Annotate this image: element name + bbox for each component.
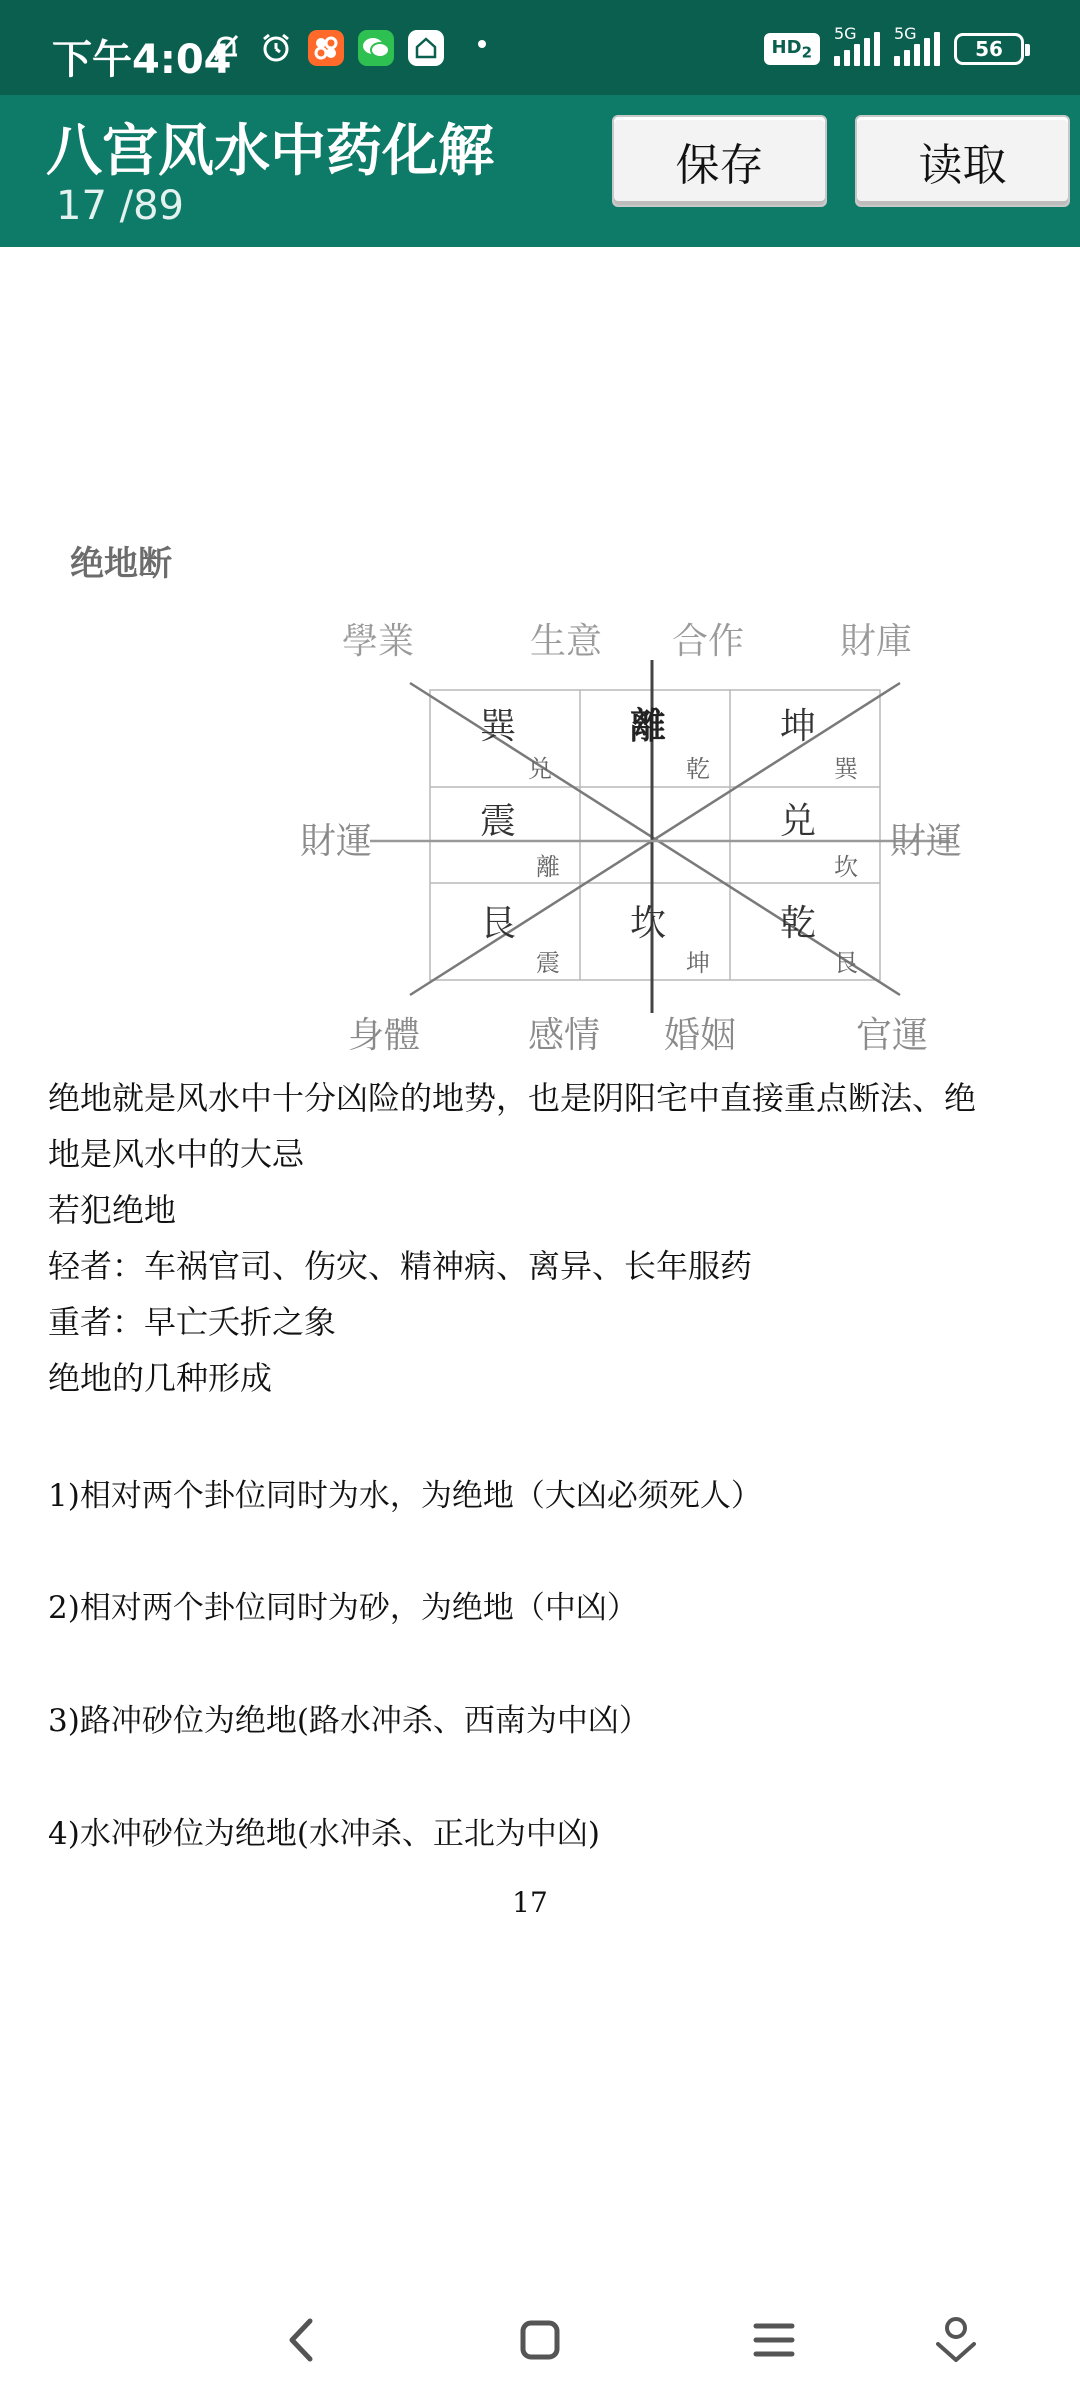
diagram-cell-trigram: 兑 [528,755,552,783]
paragraph-line: 若犯绝地 [48,1191,177,1229]
home-app-icon [408,30,444,66]
section-label: 绝地断 [70,544,172,584]
menu-icon[interactable] [744,2310,804,2370]
page-number: 17 [512,1886,548,1919]
diagram-cell-trigram: 震 [536,949,560,977]
hd-voice-badge: $HD_2$ [764,33,820,66]
diagram-cell-trigram: 震 [480,801,517,842]
diagram-cell-trigram: 乾 [780,903,817,944]
diagram-side-label-right: 財運 [890,821,963,862]
alarm-icon [258,30,294,66]
diagram-bottom-label: 婚姻 [664,1015,737,1056]
bagua-diagram [300,605,1020,1065]
numbered-item: 1)相对两个卦位同时为水，为绝地（大凶必须死人） [48,1478,762,1514]
navigation-bar [0,2290,1080,2400]
home-icon[interactable] [510,2310,570,2370]
bell-muted-icon [208,30,244,66]
diagram-cell-trigram: 艮 [834,949,858,977]
app-title: 八宫风水中药化解 [46,119,494,184]
wechat-icon [358,30,394,66]
diagram-top-label: 生意 [530,621,603,662]
app-bar [0,95,1080,247]
save-button[interactable]: 保存 [612,115,827,207]
diagram-top-label: 財庫 [840,621,913,662]
intro-paragraph [48,1070,1038,1406]
load-button[interactable]: 读取 [855,115,1070,207]
paragraph-line: 重者：早亡夭折之象 [48,1303,337,1341]
paragraph-line: 绝地就是风水中十分凶险的地势，也是阴阳宅中直接重点断法、绝 [48,1079,977,1117]
diagram-bottom-label: 身體 [348,1015,421,1056]
diagram-cell-trigram: 巽 [834,755,858,783]
diagram-cell-trigram: 坤 [686,949,710,977]
paragraph-line: 地是风水中的大忌 [48,1135,305,1173]
diagram-cell-trigram: 坎 [630,903,667,944]
status-bar [0,0,1080,95]
signal-sim2-icon: 5G [894,32,940,66]
app-orange-icon [308,30,344,66]
diagram-cell-trigram: 艮 [480,903,517,944]
diagram-bottom-label: 官運 [856,1015,929,1056]
numbered-item: 4)水冲砂位为绝地(水冲杀、正北为中凶) [48,1816,601,1852]
page-counter: 17 /89 [56,183,184,229]
paragraph-line: 绝地的几种形成 [48,1359,273,1397]
paragraph-line: 轻者：车祸官司、伤灾、精神病、离异、长年服药 [48,1247,753,1285]
diagram-side-label-left: 財運 [300,821,373,862]
diagram-cell-trigram: 離 [630,706,667,747]
back-icon[interactable] [272,2310,332,2370]
diagram-top-label: 合作 [672,621,745,662]
notification-icons [208,30,444,66]
diagram-cell-trigram: 坎 [834,853,858,881]
diagram-cell-trigram: 乾 [686,755,710,783]
status-time: 下午4:04 [52,37,232,83]
diagram-cell-trigram: 巽 [480,706,517,747]
system-indicators [764,24,1024,66]
numbered-item: 3)路冲砂位为绝地(路水冲杀、西南为中凶） [48,1703,650,1739]
diagram-cell-trigram: 兑 [780,801,817,842]
diagram-top-label: 學業 [342,621,415,662]
more-notifications-dot [478,40,486,48]
assistant-icon[interactable] [926,2310,986,2370]
diagram-cell-trigram: 坤 [780,706,817,747]
signal-sim1-icon: 5G [834,32,880,66]
diagram-cell-trigram: 離 [536,853,560,881]
battery-icon: 56 [954,33,1024,65]
diagram-bottom-label: 感情 [528,1015,601,1056]
numbered-item: 2)相对两个卦位同时为砂，为绝地（中凶） [48,1590,638,1626]
